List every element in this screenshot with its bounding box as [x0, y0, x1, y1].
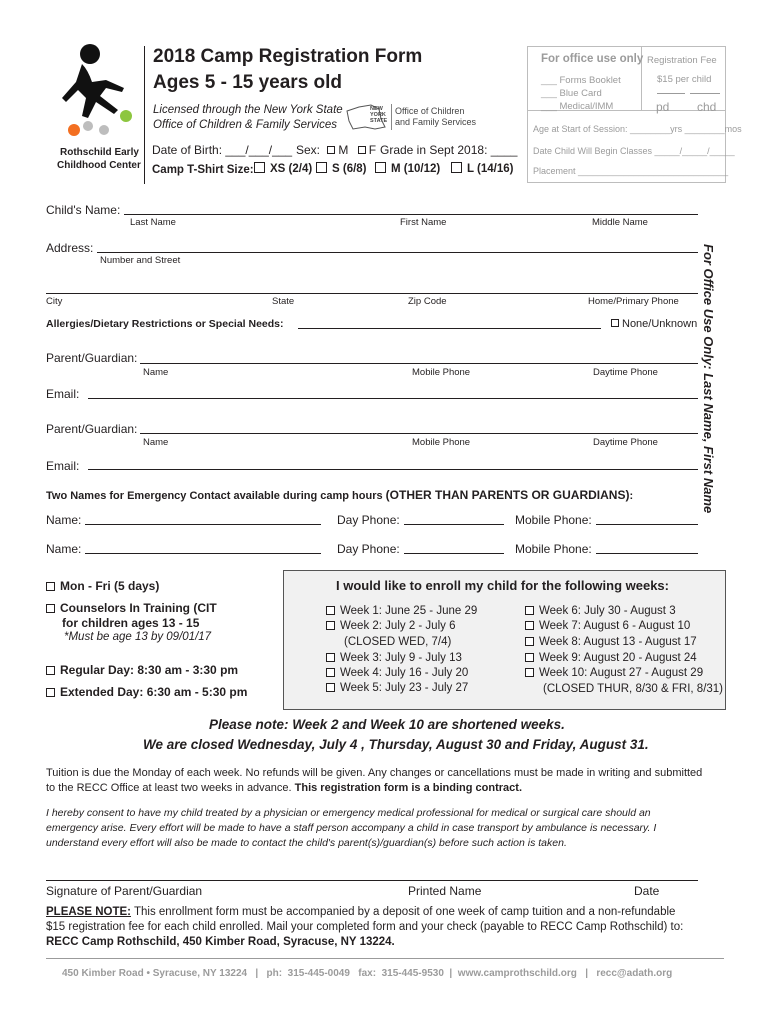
week-7-checkbox[interactable] [525, 621, 534, 630]
office-item-bluecard[interactable]: ___ Blue Card [541, 88, 602, 99]
emergency-heading-text: Two Names for Emergency Contact available during camp hours [46, 490, 383, 502]
footer-contact: 450 Kimber Road • Syracuse, NY 13224 | ph: 315-445-0049 fax: 315-445-9530 | www.camprothschild.org | recc@adath.org [62, 968, 673, 979]
address-street: Number and Street [100, 255, 181, 266]
week-8-checkbox[interactable] [525, 637, 534, 646]
ocfs-line1: Office of Children [395, 106, 465, 116]
tshirt-s-checkbox[interactable] [316, 162, 327, 173]
city-label: City [46, 296, 63, 307]
tshirt-s-label: S (6/8) [332, 163, 367, 175]
weeks-heading: I would like to enroll my child for the following weeks: [336, 578, 669, 593]
mon-fri-checkbox[interactable] [46, 582, 55, 591]
emergency2-name-label: Name: [46, 542, 82, 556]
guardian2-email-line[interactable] [88, 469, 698, 470]
emergency1-day-label: Day Phone: [337, 513, 400, 527]
address-line[interactable] [97, 252, 698, 253]
guardian1-mobile: Mobile Phone [412, 367, 471, 378]
page-title: 2018 Camp Registration Form [153, 46, 423, 67]
emergency1-name-label: Name: [46, 513, 82, 527]
state-label: State [272, 296, 295, 307]
allergies-line[interactable] [298, 328, 601, 329]
tshirt-l-checkbox[interactable] [451, 162, 462, 173]
week-10-closed-note: (CLOSED THUR, 8/30 & FRI, 8/31) [543, 683, 724, 695]
emergency2-name-line[interactable] [85, 553, 321, 554]
org-name-line1: Rothschild Early [60, 147, 139, 158]
closed-days-note: We are closed Wednesday, July 4 , Thursday, August 30 and Friday, August 31. [143, 737, 649, 752]
child-name-label: Child's Name: [46, 203, 121, 217]
none-unknown-label: None/Unknown [622, 318, 698, 330]
option-cit[interactable] [46, 601, 217, 615]
org-name-line2: Childhood Center [57, 160, 141, 171]
fee-chd: chd [697, 100, 717, 114]
week-5-checkbox[interactable] [326, 683, 335, 692]
ocfs-divider [391, 104, 392, 130]
grade-field[interactable]: Grade in Sept 2018: ____ [380, 143, 518, 157]
allergies-label: Allergies/Dietary Restrictions or Special Needs: [46, 318, 284, 330]
jumping-child-icon [48, 40, 138, 140]
dob-field[interactable]: Date of Birth: ___/___/___ [152, 143, 293, 157]
binding-contract-text: This registration form is a binding contract. [294, 782, 522, 794]
address-label: Address: [46, 241, 94, 255]
licensed-line2: Office of Children & Family Services [153, 119, 338, 131]
emergency2-mobile-line[interactable] [596, 553, 698, 554]
tuition-line2-text: to the RECC Office at least two weeks in advance. [46, 782, 295, 794]
week-10-label: Week 10: August 27 - August 29 [539, 667, 704, 679]
guardian2-mobile: Mobile Phone [412, 437, 471, 448]
week-7-label: Week 7: August 6 - August 10 [539, 620, 691, 632]
week-9[interactable] [525, 652, 697, 664]
week-9-checkbox[interactable] [525, 653, 534, 662]
sex-f-checkbox[interactable] [358, 146, 366, 154]
option-extended-day[interactable] [46, 685, 247, 699]
date-label: Date [634, 884, 660, 898]
tshirt-m-label: M (10/12) [391, 163, 441, 175]
zip-label: Zip Code [408, 296, 447, 307]
office-item-forms[interactable]: ___ Forms Booklet [541, 75, 621, 86]
camp-logo [48, 40, 138, 140]
tshirt-m-checkbox[interactable] [375, 162, 386, 173]
week-4[interactable] [326, 667, 468, 679]
week-1[interactable] [326, 605, 477, 617]
tshirt-label: Camp T-Shirt Size: [152, 164, 254, 176]
office-item-medical[interactable]: ___ Medical/IMM [541, 101, 614, 112]
mon-fri-label: Mon - Fri (5 days) [60, 579, 160, 593]
fee-line-2 [690, 93, 720, 94]
deposit-note-line1 [46, 906, 675, 918]
week-2[interactable] [326, 620, 455, 632]
guardian1-email-label: Email: [46, 387, 80, 401]
consent-line1: I hereby consent to have my child treated by a physician or emergency medical professional for medical or surgical care should an [46, 807, 651, 819]
week-4-label: Week 4: July 16 - July 20 [340, 667, 469, 679]
sex-m-checkbox[interactable] [327, 146, 335, 154]
week-6-label: Week 6: July 30 - August 3 [539, 605, 676, 617]
week-6-checkbox[interactable] [525, 606, 534, 615]
signature-line[interactable] [46, 880, 698, 881]
tshirt-xs[interactable] [254, 162, 312, 175]
week-10-checkbox[interactable] [525, 668, 534, 677]
sex-label-text: Sex: [296, 143, 321, 157]
regular-day-label: Regular Day: 8:30 am - 3:30 pm [60, 663, 239, 677]
shortened-weeks-note: Please note: Week 2 and Week 10 are shortened weeks. [209, 717, 565, 732]
emergency2-day-line[interactable] [404, 553, 504, 554]
guardian2-line[interactable] [140, 433, 698, 434]
week-6[interactable] [525, 605, 676, 617]
tshirt-m[interactable] [375, 162, 440, 175]
week-1-label: Week 1: June 25 - June 29 [340, 605, 478, 617]
tshirt-l[interactable] [451, 162, 513, 175]
child-name-line[interactable] [124, 214, 698, 215]
week-1-checkbox[interactable] [326, 606, 335, 615]
sex-f-label: F [368, 143, 377, 157]
week-2-closed-note: (CLOSED WED, 7/4) [344, 636, 452, 648]
cit-line2: for children ages 13 - 15 [62, 616, 200, 630]
guardian2-daytime: Daytime Phone [593, 437, 658, 448]
cit-checkbox[interactable] [46, 604, 55, 613]
printed-name-label: Printed Name [408, 884, 482, 898]
week-4-checkbox[interactable] [326, 668, 335, 677]
consent-line2: emergency arise. Every effort will be made to have a staff person accompany a child in case transport by ambulance is necessary. I [46, 822, 657, 834]
guardian1-label: Parent/Guardian: [46, 351, 138, 365]
placement-field[interactable]: Placement ______________________________ [533, 166, 729, 176]
guardian2-email-label: Email: [46, 459, 80, 473]
ny-logo-text: NEW YORK STATE [370, 106, 388, 124]
please-note-label: PLEASE NOTE: [46, 906, 131, 918]
office-use-box [527, 46, 729, 183]
cit-label: Counselors In Training (CIT [60, 601, 217, 615]
week-3[interactable] [326, 652, 462, 664]
fee-pd: pd [656, 100, 670, 114]
sex-label [296, 143, 376, 157]
guardian1-daytime: Daytime Phone [593, 367, 658, 378]
child-first-name: First Name [400, 217, 447, 228]
guardian1-email-line[interactable] [88, 398, 698, 399]
week-5[interactable] [326, 682, 468, 694]
emergency1-mobile-label: Mobile Phone: [515, 513, 592, 527]
header-divider [144, 46, 145, 184]
guardian1-name: Name [143, 367, 169, 378]
office-use-vertical-label: For Office Use Only: Last Name, First Name [701, 244, 716, 514]
tshirt-xs-checkbox[interactable] [254, 162, 265, 173]
date-begin-field[interactable]: Date Child Will Begin Classes _____/_____/_____ [533, 146, 735, 156]
guardian2-label: Parent/Guardian: [46, 422, 138, 436]
emergency2-day-label: Day Phone: [337, 542, 400, 556]
footer-rule [46, 958, 724, 959]
emergency1-name-line[interactable] [85, 524, 321, 525]
tshirt-l-label: L (14/16) [467, 163, 514, 175]
week-8-label: Week 8: August 13 - August 17 [539, 636, 697, 648]
week-2-label: Week 2: July 2 - July 6 [340, 620, 456, 632]
week-7[interactable] [525, 620, 690, 632]
emergency2-mobile-label: Mobile Phone: [515, 542, 592, 556]
mailing-address: RECC Camp Rothschild, 450 Kimber Road, Syracuse, NY 13224. [46, 936, 395, 948]
fee-line-1 [657, 93, 685, 94]
none-unknown-option[interactable] [611, 318, 697, 330]
emergency-heading-bold: (OTHER THAN PARENTS OR GUARDIANS) [385, 488, 630, 502]
fee-amount: $15 per child [657, 74, 712, 85]
week-3-label: Week 3: July 9 - July 13 [340, 652, 462, 664]
page-subtitle: Ages 5 - 15 years old [153, 72, 343, 93]
extended-day-checkbox[interactable] [46, 688, 55, 697]
deposit-note-text: This enrollment form must be accompanied by a deposit of one week of camp tuition and a non-refundable [130, 906, 676, 918]
week-2-checkbox[interactable] [326, 621, 335, 630]
week-5-label: Week 5: July 23 - July 27 [340, 682, 469, 694]
extended-day-label: Extended Day: 6:30 am - 5:30 pm [60, 685, 248, 699]
sex-m-label: M [338, 143, 349, 157]
week-3-checkbox[interactable] [326, 653, 335, 662]
tuition-line2 [46, 782, 522, 794]
guardian1-line[interactable] [140, 363, 698, 364]
regular-day-checkbox[interactable] [46, 666, 55, 675]
deposit-note-line2: $15 registration fee for each child enrolled. Mail your completed form and your check (payable to RECC Camp Rothschild) to: [46, 921, 684, 933]
age-start-field[interactable]: Age at Start of Session: ________yrs ________mos [533, 124, 742, 134]
emergency1-mobile-line[interactable] [596, 524, 698, 525]
emergency-heading [46, 488, 633, 502]
none-unknown-checkbox[interactable] [611, 319, 619, 327]
week-9-label: Week 9: August 20 - August 24 [539, 652, 697, 664]
cit-note: *Must be age 13 by 09/01/17 [64, 631, 212, 643]
ocfs-line2: and Family Services [395, 117, 477, 127]
consent-line3: understand every effort will also be made to contact the child's parent(s)/guardian(s) before such action is taken. [46, 837, 567, 849]
licensed-line1: Licensed through the New York State [153, 104, 343, 116]
tshirt-s[interactable] [316, 162, 367, 175]
option-mon-fri[interactable] [46, 579, 159, 593]
child-middle-name: Middle Name [592, 217, 648, 228]
fee-title: Registration Fee [647, 55, 717, 66]
option-regular-day[interactable] [46, 663, 238, 677]
office-title: For office use only [541, 53, 644, 65]
signature-label: Signature of Parent/Guardian [46, 884, 203, 898]
home-phone-label: Home/Primary Phone [588, 296, 679, 307]
tshirt-xs-label: XS (2/4) [270, 163, 313, 175]
child-last-name: Last Name [130, 217, 176, 228]
emergency1-day-line[interactable] [404, 524, 504, 525]
guardian2-name: Name [143, 437, 169, 448]
week-10[interactable] [525, 667, 703, 679]
week-8[interactable] [525, 636, 697, 648]
city-line[interactable] [46, 293, 698, 294]
tuition-line1: Tuition is due the Monday of each week. No refunds will be given. Any changes or cancellations must be made in writing and submitted [46, 767, 703, 779]
emergency-heading-end: : [629, 490, 634, 502]
